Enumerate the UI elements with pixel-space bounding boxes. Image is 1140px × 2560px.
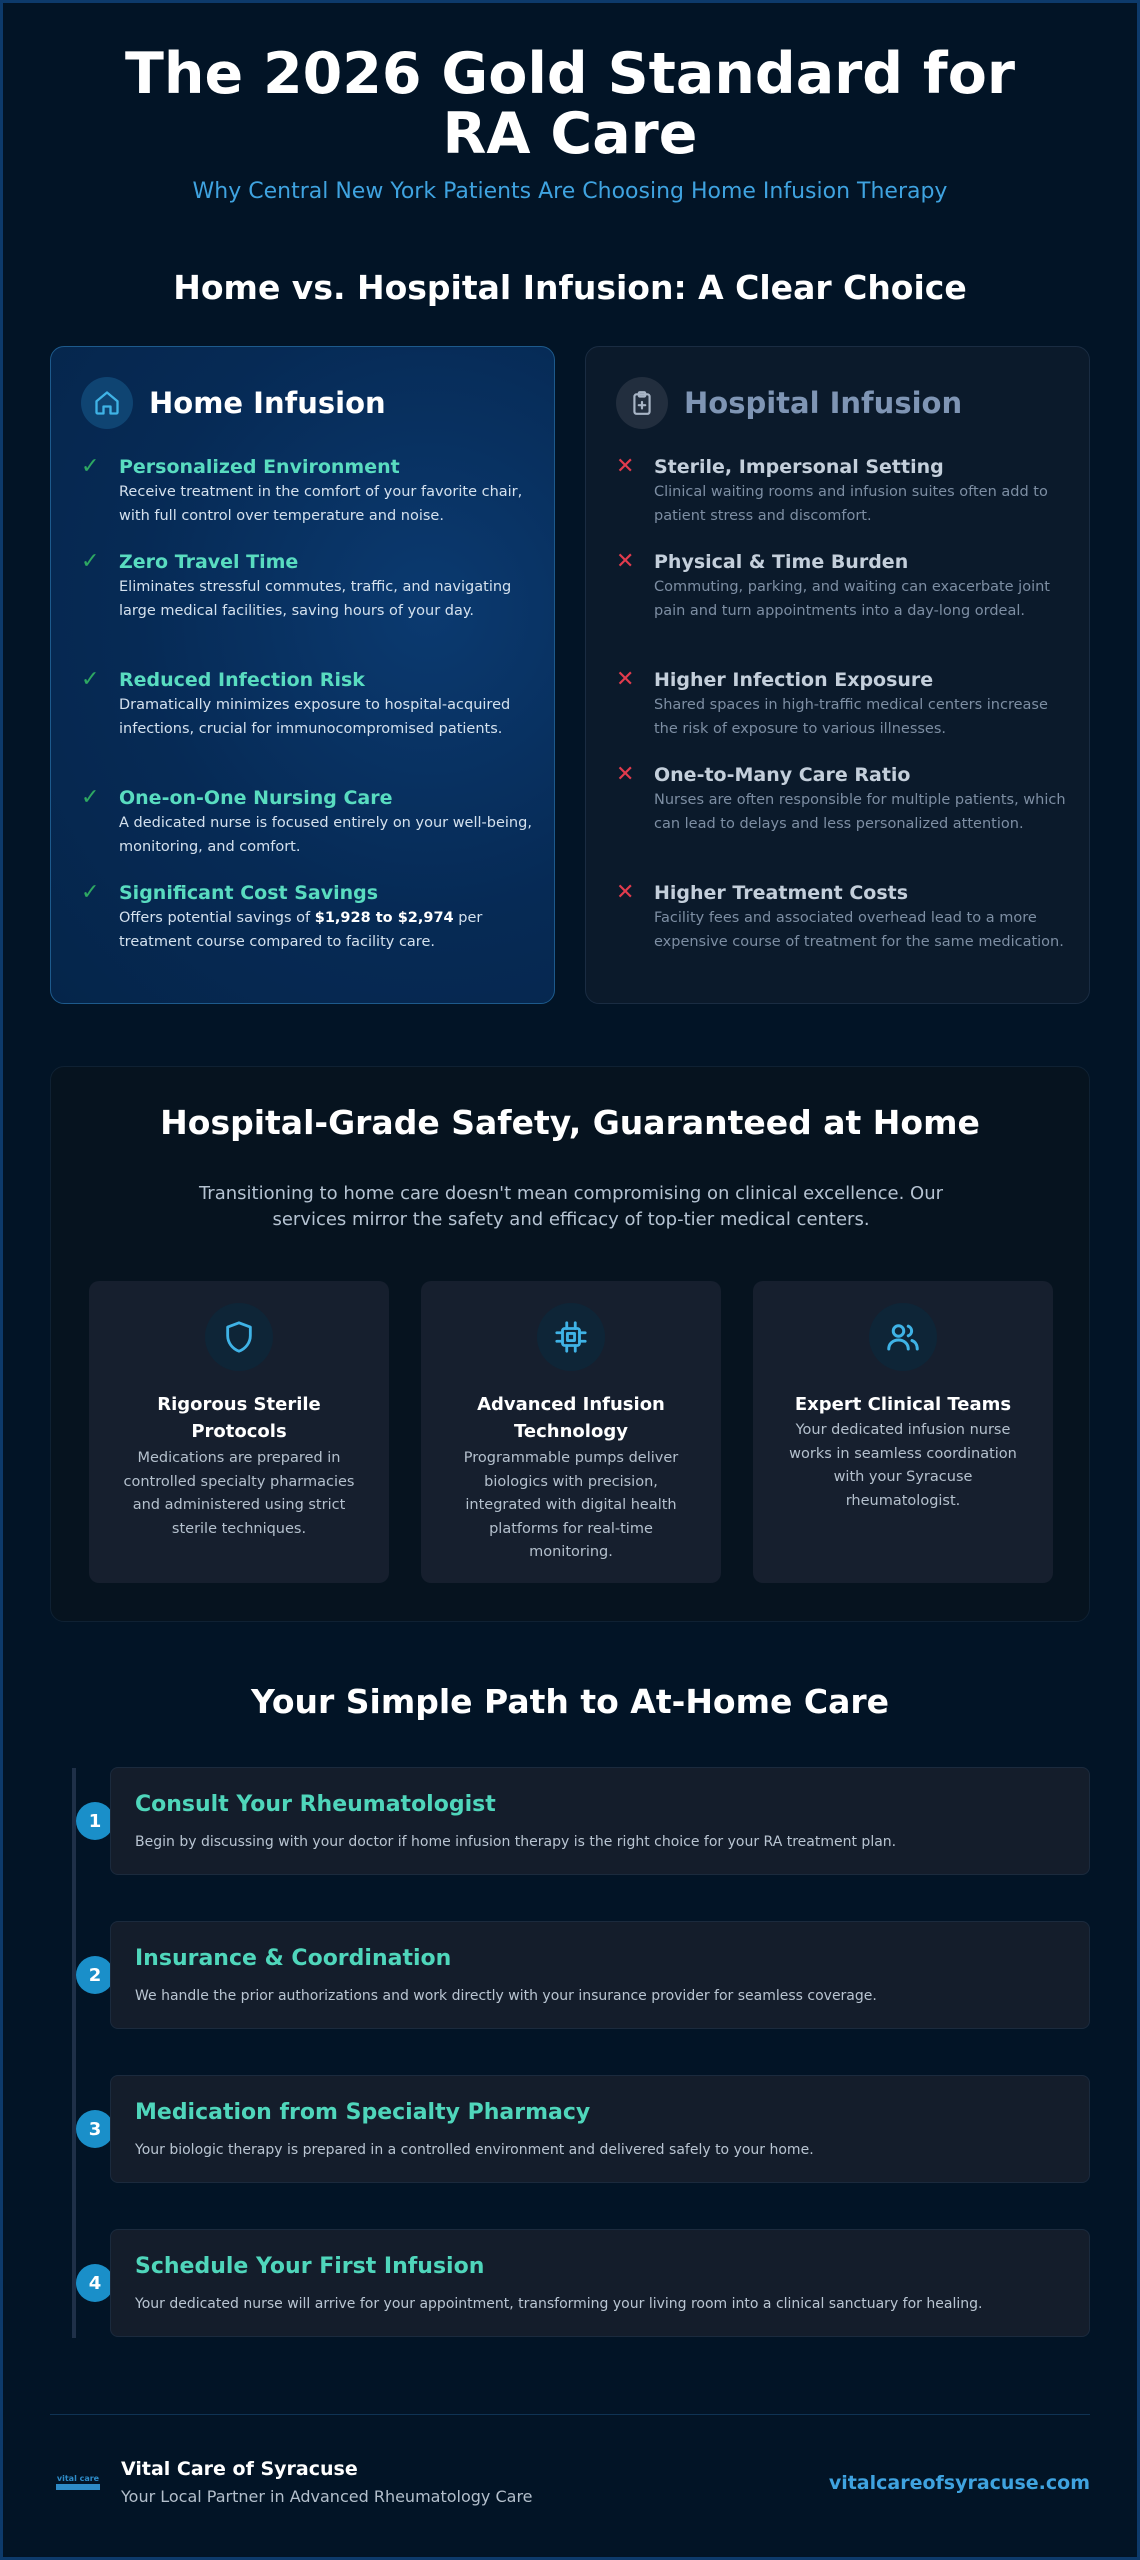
drawback-title: Sterile, Impersonal Setting	[654, 456, 944, 478]
hospital-drawback	[616, 668, 1076, 741]
home-benefit	[81, 668, 541, 741]
benefit-title: Significant Cost Savings	[119, 882, 379, 904]
home-card-header	[81, 377, 386, 429]
check-icon: ✓	[81, 667, 100, 692]
step-desc: We handle the prior authorizations and work directly with your insurance provider for seamless coverage.	[135, 1988, 877, 2004]
drawback-title: One-to-Many Care Ratio	[654, 764, 911, 786]
home-benefit	[81, 455, 541, 528]
feature-card	[89, 1281, 389, 1583]
check-icon: ✓	[81, 454, 100, 479]
safety-intro: Transitioning to home care doesn't mean compromising on clinical excellence. Our services mirror the safety and efficacy of top-tier medical centers.	[198, 1183, 944, 1230]
company-tagline: Your Local Partner in Advanced Rheumatology Care	[121, 2487, 533, 2506]
safety-panel	[50, 1066, 1090, 1622]
safety-heading: Hospital-Grade Safety, Guaranteed at Home	[160, 1103, 980, 1142]
shield-icon	[205, 1303, 273, 1371]
step-card	[110, 2229, 1090, 2337]
benefit-title: Personalized Environment	[119, 456, 400, 478]
home-benefit	[81, 786, 541, 859]
feature-desc: Programmable pumps deliver biologics with precision, integrated with digital health platforms for real-time monitoring.	[463, 1450, 679, 1560]
logo-bar	[56, 2484, 100, 2490]
step-desc: Your dedicated nurse will arrive for your appointment, transforming your living room into a clinical sanctuary for healing.	[135, 2296, 983, 2312]
feature-title: Expert Clinical Teams	[794, 1394, 1012, 1415]
benefit-desc: A dedicated nurse is focused entirely on your well-being, monitoring, and comfort.	[119, 815, 532, 855]
step-card	[110, 2075, 1090, 2183]
check-icon: ✓	[81, 785, 100, 810]
savings-amount: $1,928 to $2,974	[314, 910, 454, 926]
drawback-title: Higher Infection Exposure	[654, 669, 934, 691]
benefit-desc: Receive treatment in the comfort of your favorite chair, with full control over temperature and noise.	[119, 484, 523, 524]
step-title: Consult Your Rheumatologist	[135, 1792, 496, 1817]
drawback-title: Higher Treatment Costs	[654, 882, 909, 904]
step-desc: Begin by discussing with your doctor if home infusion therapy is the right choice for your RA treatment plan.	[135, 1834, 897, 1850]
drawback-desc: Clinical waiting rooms and infusion suites often add to patient stress and discomfort.	[654, 484, 1048, 524]
hospital-drawback	[616, 455, 1076, 528]
page-title: The 2026 Gold Standard for RA Care	[124, 41, 1015, 167]
footer-divider	[50, 2414, 1090, 2415]
feature-desc: Your dedicated infusion nurse works in seamless coordination with your Syracuse rheumatologist.	[789, 1422, 1017, 1509]
chip-icon	[537, 1303, 605, 1371]
home-icon	[81, 377, 133, 429]
step-desc: Your biologic therapy is prepared in a controlled environment and delivered safely to your home.	[135, 2142, 814, 2158]
drawback-desc: Shared spaces in high-traffic medical centers increase the risk of exposure to various illnesses.	[654, 697, 1048, 737]
comparison-heading: Home vs. Hospital Infusion: A Clear Choice	[173, 268, 967, 307]
users-icon	[869, 1303, 937, 1371]
benefit-title: Reduced Infection Risk	[119, 669, 365, 691]
hospital-infusion-card	[585, 346, 1090, 1004]
drawback-desc: Commuting, parking, and waiting can exacerbate joint pain and turn appointments into a day-long ordeal.	[654, 579, 1050, 619]
company-logo	[54, 2475, 102, 2491]
benefit-desc: Offers potential savings of $1,928 to $2,974 per treatment course compared to facility care.	[119, 910, 483, 950]
step-card	[110, 1767, 1090, 1875]
feature-card	[753, 1281, 1053, 1583]
cross-icon: ✕	[616, 880, 635, 905]
feature-desc: Medications are prepared in controlled specialty pharmacies and administered using strict sterile techniques.	[123, 1450, 355, 1537]
check-icon: ✓	[81, 549, 100, 574]
hospital-drawback	[616, 550, 1076, 623]
step-number: 3	[76, 2110, 114, 2148]
benefit-title: One-on-One Nursing Care	[119, 787, 393, 809]
hospital-drawback	[616, 881, 1076, 954]
benefit-title: Zero Travel Time	[119, 551, 299, 573]
website-link[interactable]: vitalcareofsyracuse.com	[828, 2472, 1090, 2494]
timeline-line	[72, 1768, 76, 2338]
cross-icon: ✕	[616, 667, 635, 692]
home-card-title: Home Infusion	[149, 386, 386, 420]
benefit-desc: Eliminates stressful commutes, traffic, and navigating large medical facilities, saving hours of your day.	[119, 579, 512, 619]
drawback-title: Physical & Time Burden	[654, 551, 909, 573]
path-heading: Your Simple Path to At-Home Care	[250, 1682, 890, 1721]
hospital-card-title: Hospital Infusion	[684, 386, 963, 420]
clipboard-icon	[616, 377, 668, 429]
drawback-desc: Nurses are often responsible for multiple patients, which can lead to delays and less personalized attention.	[654, 792, 1066, 832]
check-icon: ✓	[81, 880, 100, 905]
company-name: Vital Care of Syracuse	[121, 2458, 358, 2480]
cross-icon: ✕	[616, 762, 635, 787]
step-number: 4	[76, 2264, 114, 2302]
hospital-drawback	[616, 763, 1076, 836]
drawback-desc: Facility fees and associated overhead lead to a more expensive course of treatment for the same medication.	[654, 910, 1064, 950]
home-benefit	[81, 881, 541, 954]
step-number: 2	[76, 1956, 114, 1994]
feature-title: Rigorous Sterile Protocols	[157, 1394, 321, 1442]
page-subtitle: Why Central New York Patients Are Choosing Home Infusion Therapy	[192, 179, 948, 204]
feature-card	[421, 1281, 721, 1583]
step-title: Medication from Specialty Pharmacy	[135, 2100, 591, 2125]
cross-icon: ✕	[616, 454, 635, 479]
logo-text: vital care	[56, 2474, 100, 2483]
cross-icon: ✕	[616, 549, 635, 574]
step-number: 1	[76, 1802, 114, 1840]
home-infusion-card	[50, 346, 555, 1004]
feature-title: Advanced Infusion Technology	[477, 1394, 665, 1442]
step-title: Insurance & Coordination	[135, 1946, 452, 1971]
step-title: Schedule Your First Infusion	[135, 2254, 485, 2279]
step-card	[110, 1921, 1090, 2029]
home-benefit	[81, 550, 541, 623]
hospital-card-header	[616, 377, 962, 429]
benefit-desc: Dramatically minimizes exposure to hospital-acquired infections, crucial for immunocompromised patients.	[119, 697, 511, 737]
